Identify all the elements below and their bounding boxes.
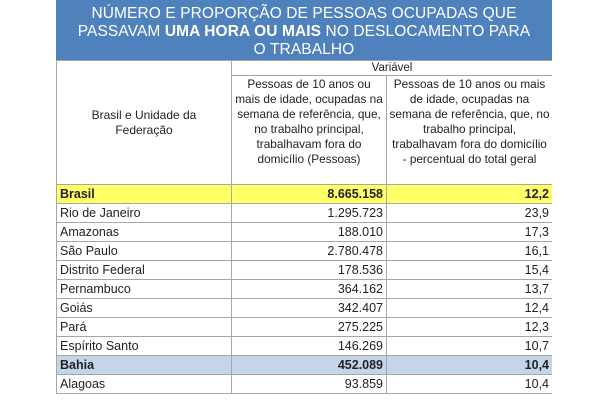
header-col-percent: Pessoas de 10 anos ou mais de idade, ocupadas na semana de referência, que, no trabalho principal, trabalhavam fora do domicílio - percentual do total geral [387,76,553,185]
cell-people: 188.010 [232,223,387,242]
title-line-2-post: NO DESLOCAMENTO PARA [321,23,531,40]
cell-people: 1.295.723 [232,204,387,223]
cell-region: Brasil [57,185,232,204]
cell-people: 8.665.158 [232,185,387,204]
cell-region: Bahia [57,356,232,375]
cell-people: 178.536 [232,261,387,280]
title-line-2-bold: UMA HORA OU MAIS [164,23,322,40]
cell-people: 364.162 [232,280,387,299]
cell-percent: 12,2 [387,185,553,204]
cell-percent: 10,7 [387,337,553,356]
cell-percent: 10,4 [387,375,553,394]
table-frame [56,0,552,400]
cell-percent: 15,4 [387,261,553,280]
table-row [57,356,553,375]
table-body [57,185,553,394]
cell-percent: 10,4 [387,356,553,375]
title-line-3: O TRABALHO [253,41,355,58]
table-row [57,318,553,337]
cell-percent: 17,3 [387,223,553,242]
title-line-1: NÚMERO E PROPORÇÃO DE PESSOAS OCUPADAS QUE [91,5,517,22]
header-uf: Brasil e Unidade da Federação [57,61,232,185]
cell-percent: 16,1 [387,242,553,261]
table-row [57,280,553,299]
table-row [57,261,553,280]
table-row [57,337,553,356]
cell-region: Goiás [57,299,232,318]
cell-region: Pernambuco [57,280,232,299]
cell-percent: 12,4 [387,299,553,318]
cell-people: 2.780.478 [232,242,387,261]
cell-region: Alagoas [57,375,232,394]
cell-percent: 12,3 [387,318,553,337]
cell-region: Amazonas [57,223,232,242]
cell-region: São Paulo [57,242,232,261]
cell-region: Distrito Federal [57,261,232,280]
title-line-2-pre: PASSAVAM [77,23,165,40]
header-row-variable [57,61,553,76]
table-row [57,375,553,394]
table-row [57,204,553,223]
title-line-2 [56,23,552,41]
cell-people: 342.407 [232,299,387,318]
table-title [56,0,552,60]
cell-people: 93.859 [232,375,387,394]
cell-percent: 23,9 [387,204,553,223]
cell-region: Rio de Janeiro [57,204,232,223]
cell-region: Pará [57,318,232,337]
header-col-people: Pessoas de 10 anos ou mais de idade, ocupadas na semana de referência, que, no trabalho principal, trabalhavam fora do domicílio (Pessoas) [232,76,387,185]
table-row [57,223,553,242]
data-table [56,60,552,394]
cell-people: 452.089 [232,356,387,375]
table-row [57,185,553,204]
cell-people: 275.225 [232,318,387,337]
cell-region: Espírito Santo [57,337,232,356]
table-row [57,242,553,261]
header-variable: Variável [232,61,553,76]
cell-percent: 13,7 [387,280,553,299]
table-row [57,299,553,318]
cell-people: 146.269 [232,337,387,356]
